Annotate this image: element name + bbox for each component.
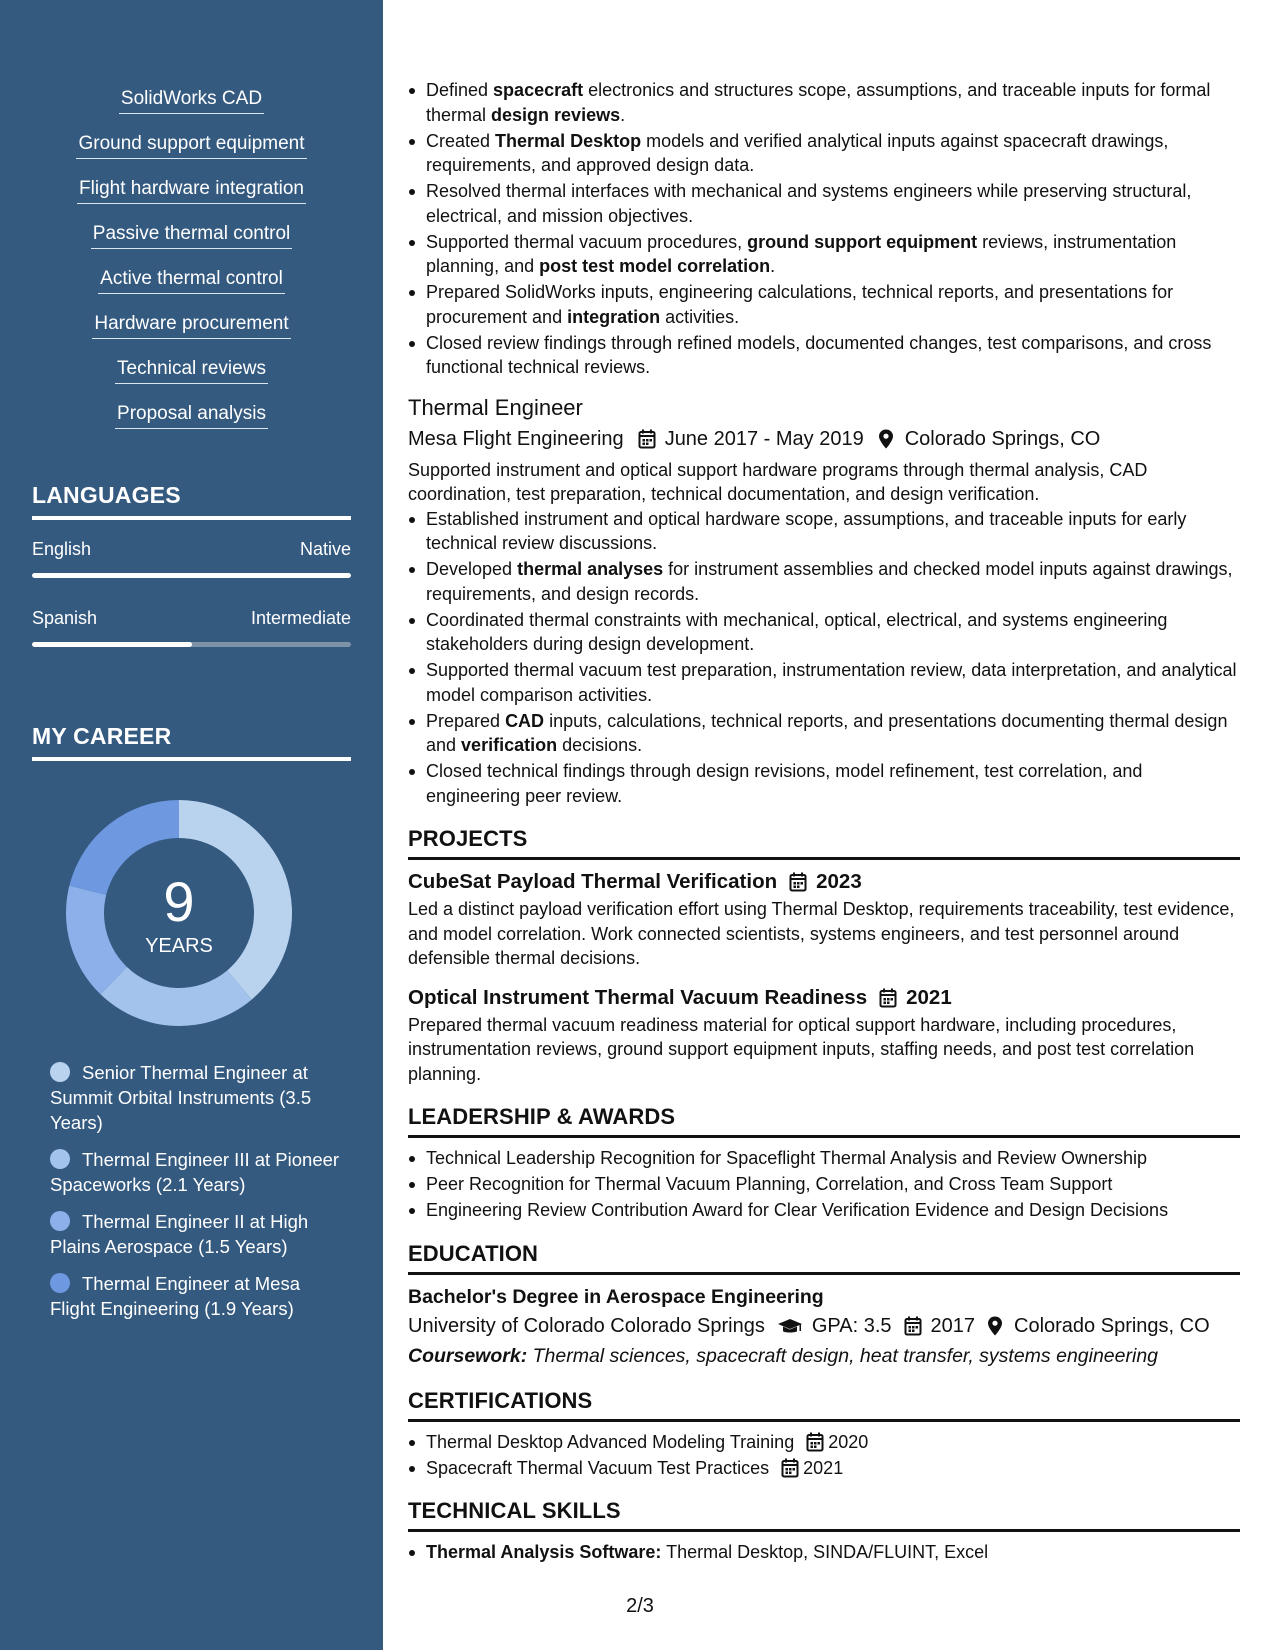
legend-dot [50,1211,70,1231]
job-location: Colorado Springs, CO [904,427,1101,450]
calendar-icon [638,429,656,449]
certification-list [408,1430,1240,1481]
job-summary: Supported instrument and optical support hardware programs through thermal analysis, CAD coordination, test preparation, technical documentation, and design verification. [408,459,1148,504]
school-name: University of Colorado Colorado Springs [408,1314,765,1337]
project-description: Led a distinct payload verification effort using Thermal Desktop, requirements traceability, test evidence, and model correlation. Work connected scientists, systems engineers, and test personnel around defensible thermal decisions. [408,899,1235,968]
technical-skills-list [408,1540,1240,1565]
skill-tag-label: Hardware procurement [92,311,290,339]
calendar-icon [904,1316,922,1336]
bullet-item: Supported thermal vacuum procedures, ground support equipment reviews, instrumentation planning, and post test model correlation. [408,230,1240,279]
career-legend-label: Thermal Engineer at Mesa Flight Engineering (1.9 Years) [50,1273,300,1319]
technical-skill-item [408,1540,1240,1565]
bullet-item: Defined spacecraft electronics and structures scope, assumptions, and traceable inputs for formal thermal design reviews. [408,78,1240,127]
career-total-unit: YEARS [145,935,213,957]
language-proficiency-fill [32,642,192,647]
gpa: GPA: 3.5 [811,1314,892,1337]
career-legend-item [50,1209,350,1259]
graduation-year: 2017 [930,1314,976,1337]
language-name: Spanish [32,608,98,628]
technical-skill-value: Thermal Desktop, SINDA/FLUINT, Excel [666,1542,989,1562]
skill-tag-label: SolidWorks CAD [119,86,264,114]
bullet-item: Created Thermal Desktop models and verified analytical inputs against spacecraft drawings, requirements, and approved design data. [408,129,1240,178]
skill-tag [0,131,383,176]
degree-title: Bachelor's Degree in Aerospace Engineering [408,1285,824,1308]
technical-skill-label: Thermal Analysis Software: [426,1542,662,1562]
job-meta [408,425,1240,453]
sidebar [0,0,383,1650]
skill-tag-label: Passive thermal control [91,221,292,249]
language-proficiency-bar [32,573,351,578]
job-dates: June 2017 - May 2019 [664,427,864,450]
language-name: English [32,539,92,559]
coursework-value: Thermal sciences, spacecraft design, heat transfer, systems engineering [532,1344,1159,1367]
project-title-row [408,869,1240,895]
language-proficiency-bar [32,642,351,647]
legend-dot [50,1062,70,1082]
career-donut-chart [66,800,292,1026]
calendar-icon [806,1432,824,1452]
project-description: Prepared thermal vacuum readiness material for optical support hardware, including procedures, instrumentation reviews, ground support equipment inputs, staffing needs, and post test correlation planning. [408,1014,1195,1084]
award-item: Engineering Review Contribution Award for Clear Verification Evidence and Design Decisions [408,1198,1240,1223]
legend-dot [50,1273,70,1293]
project-title: CubeSat Payload Thermal Verification [408,870,778,893]
certification-item [408,1456,1240,1481]
project-title-row [408,985,1240,1011]
skill-tag-label: Ground support equipment [76,131,306,159]
calendar-icon [879,988,897,1008]
bullet-item: Resolved thermal interfaces with mechanical and systems engineers while preserving structural, electrical, and mission objectives. [408,179,1240,228]
certification-name: Thermal Desktop Advanced Modeling Training [426,1431,795,1452]
job-title: Thermal Engineer [408,394,583,420]
career-heading: MY CAREER [32,723,351,761]
education-meta [408,1312,1240,1340]
skill-tag [0,266,383,311]
skill-tag-label: Proposal analysis [115,401,268,429]
language-english [32,539,351,560]
school-location: Colorado Springs, CO [1014,1314,1210,1337]
location-pin-icon [987,1316,1005,1336]
career-legend-label: Thermal Engineer II at High Plains Aerospace (1.5 Years) [50,1211,309,1257]
calendar-icon [781,1458,799,1478]
bullet-item: Prepared SolidWorks inputs, engineering calculations, technical reports, and presentations for procurement and integration activities. [408,280,1240,329]
bullet-item: Closed review findings through refined models, documented changes, test comparisons, and cross functional technical reviews. [408,331,1240,380]
career-total-years: 9 [163,870,195,933]
graduation-cap-icon [777,1316,803,1336]
certification-item [408,1430,1240,1455]
project-year: 2021 [906,985,952,1009]
skill-tag-list [0,86,383,446]
career-legend [50,1060,350,1333]
language-spanish [32,608,351,629]
award-item: Technical Leadership Recognition for Spaceflight Thermal Analysis and Review Ownership [408,1146,1240,1171]
bullet-item: Closed technical findings through design revisions, model refinement, test correlation, and engineering peer review. [408,759,1240,808]
career-legend-label: Thermal Engineer III at Pioneer Spaceworks (2.1 Years) [50,1149,340,1195]
calendar-icon [789,872,807,892]
main-content [408,78,1240,1566]
skill-tag [0,221,383,266]
previous-job-bullets [408,78,1240,380]
bullet-item: Prepared CAD inputs, calculations, technical reports, and presentations documenting thermal design and verification decisions. [408,709,1240,758]
job-bullets [408,507,1240,809]
skill-tag [0,401,383,446]
project-year: 2023 [816,870,862,893]
projects-heading: PROJECTS [408,826,1240,860]
job-company: Mesa Flight Engineering [408,427,624,450]
coursework [408,1342,1240,1370]
career-legend-label: Senior Thermal Engineer at Summit Orbital Instruments (3.5 Years) [50,1062,312,1133]
bullet-item: Developed thermal analyses for instrument assemblies and checked model inputs against drawings, requirements, and design records. [408,557,1240,606]
career-legend-item [50,1147,350,1197]
skill-tag-label: Flight hardware integration [77,176,306,204]
education-heading: EDUCATION [408,1241,1240,1275]
location-pin-icon [878,429,896,449]
project-title: Optical Instrument Thermal Vacuum Readiness [408,985,868,1009]
language-level: Intermediate [250,608,351,628]
leadership-list [408,1146,1240,1223]
career-legend-item [50,1271,350,1321]
certification-name: Spacecraft Thermal Vacuum Test Practices [426,1457,770,1478]
bullet-item: Supported thermal vacuum test preparation, instrumentation review, data interpretation, and analytical model comparison activities. [408,658,1240,707]
certifications-heading: CERTIFICATIONS [408,1388,1240,1422]
certification-year: 2021 [803,1457,844,1478]
legend-dot [50,1149,70,1169]
language-proficiency-fill [32,573,351,578]
bullet-item: Coordinated thermal constraints with mechanical, optical, electrical, and systems engineering stakeholders during design development. [408,608,1240,657]
skill-tag [0,176,383,221]
technical-skills-heading: TECHNICAL SKILLS [408,1498,1240,1532]
languages-heading: LANGUAGES [32,482,351,520]
career-legend-item [50,1060,350,1135]
coursework-label: Coursework: [408,1344,528,1367]
skill-tag-label: Active thermal control [98,266,285,294]
skill-tag [0,311,383,356]
bullet-item: Established instrument and optical hardware scope, assumptions, and traceable inputs for early technical review discussions. [408,507,1240,556]
certification-year: 2020 [828,1431,869,1452]
skill-tag-label: Technical reviews [115,356,268,384]
leadership-heading: LEADERSHIP & AWARDS [408,1104,1240,1138]
page-number: 2/3 [626,1595,654,1617]
skill-tag [0,86,383,131]
award-item: Peer Recognition for Thermal Vacuum Planning, Correlation, and Cross Team Support [408,1172,1240,1197]
skill-tag [0,356,383,401]
language-level: Native [299,539,351,559]
